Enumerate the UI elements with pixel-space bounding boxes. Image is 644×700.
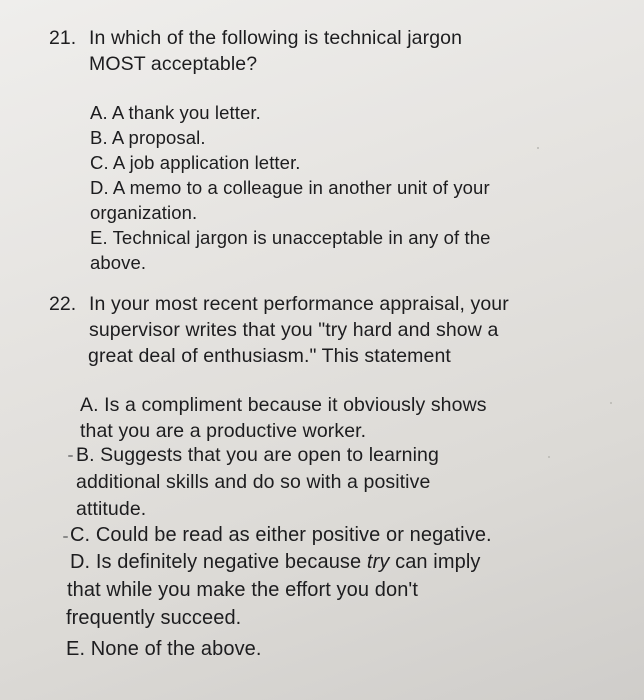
option-d bbox=[70, 550, 480, 574]
option-c: C. A job application letter. bbox=[90, 152, 301, 173]
option-d-continuation: frequently succeed. bbox=[66, 607, 242, 629]
pen-mark bbox=[63, 536, 68, 538]
option-a: A. A thank you letter. bbox=[90, 102, 261, 123]
question-number: 22. bbox=[49, 293, 77, 315]
question-stem-line: In your most recent performance appraisal, your bbox=[89, 293, 509, 315]
question-stem-line: supervisor writes that you "try hard and show a bbox=[89, 319, 499, 341]
option-a-continuation: that you are a productive worker. bbox=[80, 420, 367, 442]
option-e-continuation: above. bbox=[90, 252, 147, 273]
question-stem-line: In which of the following is technical jargon bbox=[89, 27, 463, 49]
option-d-part: D. Is definitely negative because try can imply bbox=[70, 551, 481, 573]
pen-mark bbox=[68, 455, 73, 457]
option-b: B. A proposal. bbox=[90, 127, 206, 148]
option-b-continuation: attitude. bbox=[76, 498, 147, 520]
paper-speck bbox=[610, 402, 612, 404]
option-d: D. A memo to a colleague in another unit of your bbox=[90, 177, 490, 198]
question-stem-line: great deal of enthusiasm." This statement bbox=[88, 345, 451, 367]
option-e: E. None of the above. bbox=[66, 638, 262, 660]
option-e: E. Technical jargon is unacceptable in any of the bbox=[90, 227, 491, 248]
option-d-continuation: organization. bbox=[90, 202, 198, 223]
question-number: 21. bbox=[49, 27, 77, 49]
paper-speck bbox=[537, 147, 539, 149]
question-stem-line: MOST acceptable? bbox=[89, 53, 258, 75]
option-a: A. Is a compliment because it obviously shows bbox=[80, 394, 487, 416]
option-b: B. Suggests that you are open to learning bbox=[76, 444, 439, 466]
option-d-continuation: that while you make the effort you don't bbox=[67, 579, 418, 601]
option-b-continuation: additional skills and do so with a positive bbox=[76, 471, 431, 493]
paper-speck bbox=[548, 456, 550, 458]
option-c: C. Could be read as either positive or negative. bbox=[70, 524, 492, 546]
